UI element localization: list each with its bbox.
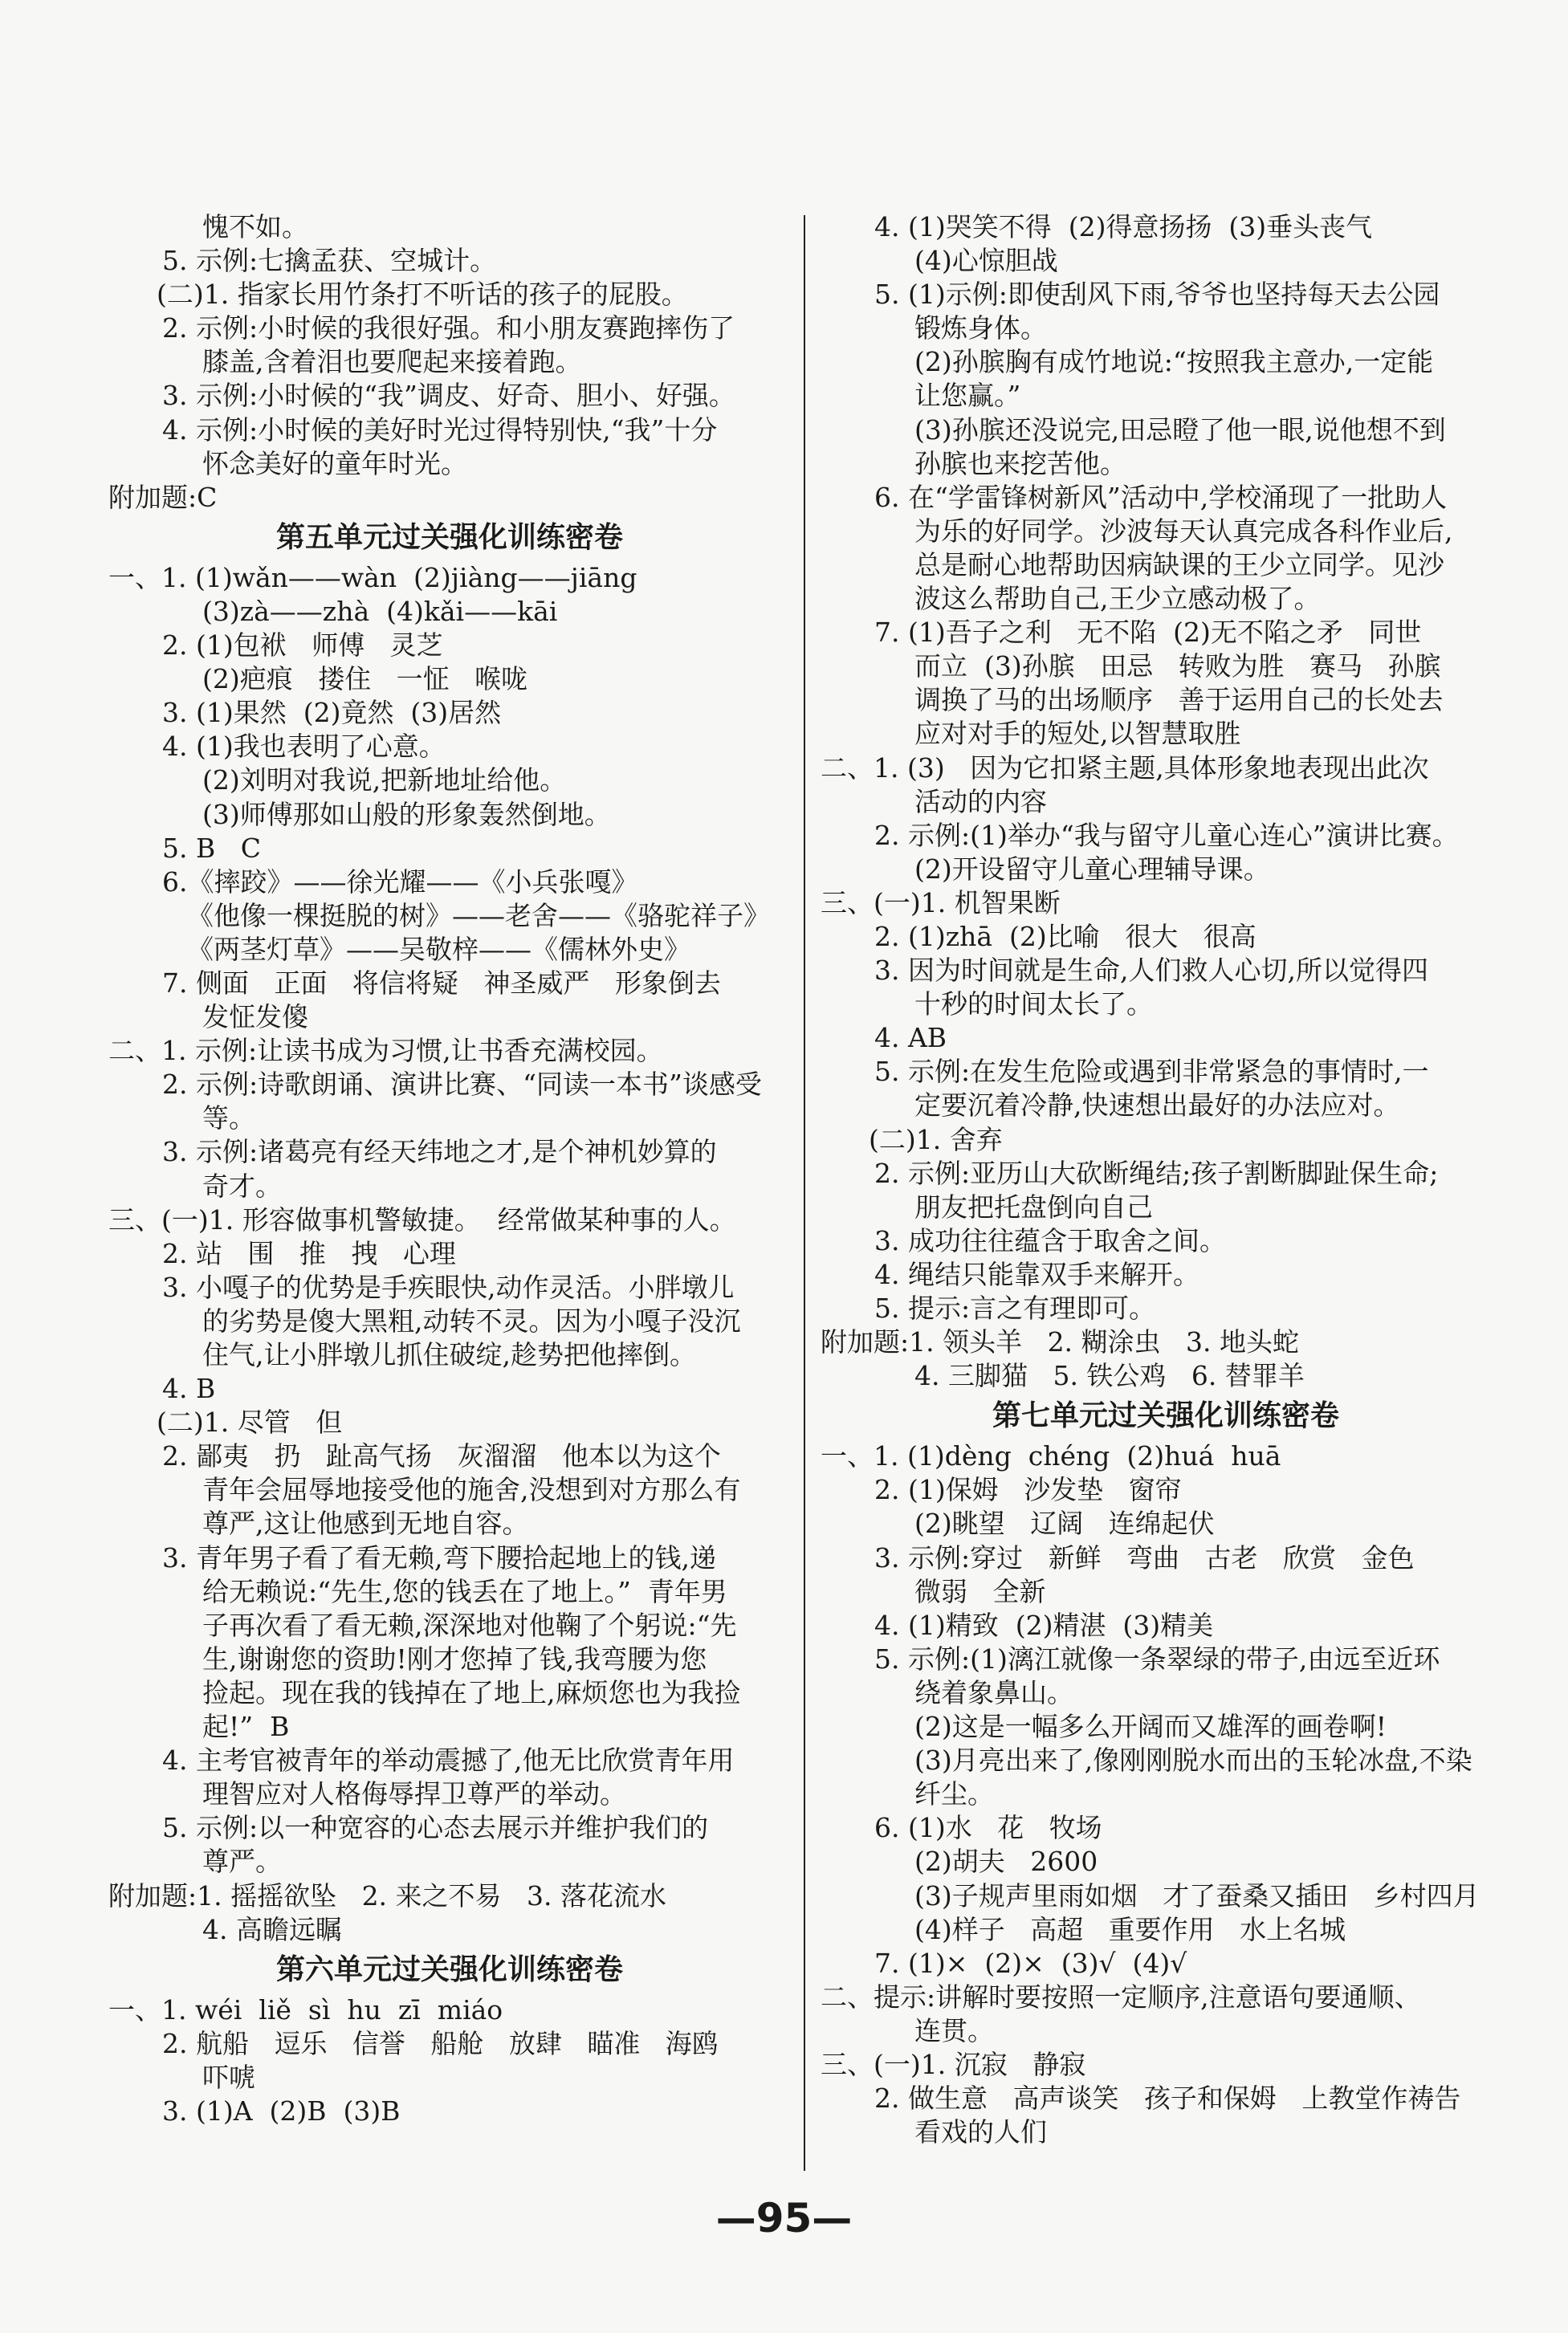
text-line: 二、1. (3) 因为它扣紧主题,具体形象地表现出此次 bbox=[821, 751, 1429, 784]
text-line: 6.《摔跤》——徐光耀——《小兵张嘎》 bbox=[162, 865, 638, 898]
column-divider bbox=[804, 215, 805, 2171]
text-line: 5. 示例:以一种宽容的心态去展示并维护我们的 bbox=[162, 1812, 709, 1844]
text-line: 等。 bbox=[202, 1102, 255, 1134]
text-line: (3)师傅那如山般的形象轰然倒地。 bbox=[202, 798, 611, 830]
text-line: 微弱 全新 bbox=[914, 1575, 1046, 1607]
text-line: 2. 示例:亚历山大砍断绳结;孩子割断脚趾保生命; bbox=[874, 1157, 1439, 1189]
text-line: 膝盖,含着泪也要爬起来接着跑。 bbox=[202, 346, 582, 378]
text-line: 生,谢谢您的资助!刚才您掉了钱,我弯腰为您 bbox=[202, 1643, 707, 1675]
text-line: 的劣势是傻大黑粗,动转不灵。因为小嘎子没沉 bbox=[202, 1305, 741, 1337]
text-line: 愧不如。 bbox=[202, 211, 308, 242]
text-line: 7. (1)吾子之利 无不陷 (2)无不陷之矛 同世 bbox=[874, 617, 1422, 649]
text-line: 2. 示例:小时候的我很好强。和小朋友赛跑摔伤了 bbox=[162, 312, 735, 344]
text-line: 3. 示例:穿过 新鲜 弯曲 古老 欣赏 金色 bbox=[874, 1541, 1415, 1574]
text-line: 5. 示例:(1)漓江就像一条翠绿的带子,由远至近环 bbox=[874, 1643, 1440, 1675]
text-line: 尊严。 bbox=[202, 1846, 282, 1878]
text-line: 为乐的好同学。沙波每天认真完成各科作业后, bbox=[914, 515, 1453, 547]
text-line: 附加题:1. 领头羊 2. 糊涂虫 3. 地头蛇 bbox=[821, 1326, 1299, 1358]
text-line: 7. 侧面 正面 将信将疑 神圣威严 形象倒去 bbox=[162, 967, 721, 999]
text-line: 5. B C bbox=[162, 832, 261, 864]
text-line: 吓唬 bbox=[202, 2061, 255, 2093]
text-line: 4. 绳结只能靠双手来解开。 bbox=[874, 1258, 1199, 1290]
text-line: 3. (1)A (2)B (3)B bbox=[162, 2095, 401, 2127]
text-line: 2. 鄙夷 扔 趾高气扬 灰溜溜 他本以为这个 bbox=[162, 1440, 721, 1472]
text-line: 应对对手的短处,以智慧取胜 bbox=[914, 718, 1241, 750]
text-line: 2. 站 围 推 拽 心理 bbox=[162, 1237, 456, 1269]
section-title: 第六单元过关强化训练密卷 bbox=[275, 1952, 623, 1986]
text-line: (3)月亮出来了,像刚刚脱水而出的玉轮冰盘,不染 bbox=[914, 1745, 1472, 1777]
text-line: 青年会屈辱地接受他的施舍,没想到对方那么有 bbox=[202, 1474, 741, 1506]
text-line: 5. 示例:七擒孟获、空城计。 bbox=[162, 245, 497, 277]
text-line: 三、(一)1. 形容做事机警敏捷。 经常做某种事的人。 bbox=[108, 1203, 736, 1236]
text-line: 4. (1)哭笑不得 (2)得意扬扬 (3)垂头丧气 bbox=[874, 211, 1373, 242]
text-line: 3. 示例:小时候的“我”调皮、好奇、胆小、好强。 bbox=[162, 380, 735, 412]
text-line: 捡起。现在我的钱掉在了地上,麻烦您也为我捡 bbox=[202, 1676, 741, 1708]
text-line: 纤尘。 bbox=[914, 1778, 994, 1810]
text-line: 3. 小嘎子的优势是手疾眼快,动作灵活。小胖墩儿 bbox=[162, 1271, 735, 1303]
text-line: 怀念美好的童年时光。 bbox=[202, 447, 467, 479]
text-line: 3. 示例:诸葛亮有经天纬地之才,是个神机妙算的 bbox=[162, 1136, 717, 1168]
text-line: (2)胡夫 2600 bbox=[914, 1846, 1098, 1878]
page-number: —95— bbox=[715, 2195, 853, 2241]
text-line: 朋友把托盘倒向自己 bbox=[914, 1191, 1153, 1223]
text-line: 波这么帮助自己,王少立感动极了。 bbox=[914, 583, 1321, 615]
text-line: (3)子规声里雨如烟 才了蚕桑又插田 乡村四月 bbox=[914, 1879, 1480, 1912]
text-line: 2. (1)zhā (2)比喻 很大 很高 bbox=[874, 920, 1256, 952]
text-line: 5. (1)示例:即使刮风下雨,爷爷也坚持每天去公园 bbox=[874, 279, 1440, 311]
text-line: (2)眺望 辽阔 连绵起伏 bbox=[914, 1508, 1215, 1540]
text-line: 让您赢。” bbox=[914, 380, 1021, 412]
text-line: 二、提示:讲解时要按照一定顺序,注意语句要通顺、 bbox=[821, 1981, 1421, 2013]
text-line: 5. 示例:在发生危险或遇到非常紧急的事情时,一 bbox=[874, 1056, 1429, 1088]
text-line: 4. AB bbox=[874, 1022, 947, 1054]
text-line: 起!” B bbox=[202, 1711, 290, 1743]
text-line: (3)zà——zhà (4)kǎi——kāi bbox=[202, 595, 558, 627]
text-line: 活动的内容 bbox=[914, 785, 1047, 817]
text-line: 二、1. 示例:让读书成为习惯,让书香充满校园。 bbox=[108, 1035, 663, 1067]
text-line: 发怔发傻 bbox=[202, 1001, 308, 1033]
text-line: (4)样子 高超 重要作用 水上名城 bbox=[914, 1913, 1346, 1945]
text-line: 而立 (3)孙膑 田忌 转败为胜 赛马 孙膑 bbox=[914, 650, 1441, 682]
text-line: 总是耐心地帮助因病缺课的王少立同学。见沙 bbox=[914, 548, 1444, 580]
text-line: 一、1. (1)dèng chéng (2)huá huā bbox=[821, 1440, 1281, 1472]
text-line: 尊严,这让他感到无地自容。 bbox=[202, 1508, 529, 1540]
text-line: 6. 在“学雷锋树新风”活动中,学校涌现了一批助人 bbox=[874, 481, 1448, 513]
text-line: 调换了马的出场顺序 善于运用自己的长处去 bbox=[914, 684, 1444, 716]
text-line: (二)1. 指家长用竹条打不听话的孩子的屁股。 bbox=[157, 279, 688, 311]
section-title: 第五单元过关强化训练密卷 bbox=[275, 520, 623, 554]
text-line: 4. (1)我也表明了心意。 bbox=[162, 731, 446, 763]
text-line: (二)1. 舍弃 bbox=[869, 1123, 1003, 1155]
text-line: (2)刘明对我说,把新地址给他。 bbox=[202, 764, 567, 796]
text-line: 2. (1)保姆 沙发垫 窗帘 bbox=[874, 1474, 1182, 1506]
text-line: 4. 示例:小时候的美好时光过得特别快,“我”十分 bbox=[162, 413, 718, 446]
text-line: 3. 成功往往蕴含于取舍之间。 bbox=[874, 1224, 1226, 1256]
text-line: 连贯。 bbox=[914, 2014, 994, 2046]
text-line: 2. 示例:诗歌朗诵、演讲比赛、“同读一本书”谈感受 bbox=[162, 1069, 762, 1101]
text-line: 4. 高瞻远瞩 bbox=[202, 1913, 342, 1945]
text-line: 十秒的时间太长了。 bbox=[914, 988, 1153, 1020]
text-line: (3)孙膑还没说完,田忌瞪了他一眼,说他想不到 bbox=[914, 413, 1446, 446]
left-column bbox=[108, 210, 791, 2128]
text-line: 理智应对人格侮辱捍卫尊严的举动。 bbox=[202, 1778, 626, 1810]
text-line: 4. (1)精致 (2)精湛 (3)精美 bbox=[874, 1609, 1214, 1641]
text-line: 绕着象鼻山。 bbox=[914, 1676, 1073, 1708]
text-line: 看戏的人们 bbox=[914, 2116, 1047, 2148]
text-line: 定要沉着冷静,快速想出最好的办法应对。 bbox=[914, 1089, 1400, 1122]
text-line: 7. (1)× (2)× (3)√ (4)√ bbox=[874, 1947, 1187, 1979]
text-line: 2. 示例:(1)举办“我与留守儿童心连心”演讲比赛。 bbox=[874, 819, 1459, 851]
text-line: 2. 航船 逗乐 信誉 船舱 放肆 瞄准 海鸥 bbox=[162, 2027, 719, 2059]
text-line: 子再次看了看无赖,深深地对他鞠了个躬说:“先 bbox=[202, 1609, 737, 1641]
text-line: (2)孙膑胸有成竹地说:“按照我主意办,一定能 bbox=[914, 346, 1434, 378]
right-column bbox=[821, 210, 1511, 2149]
text-line: 住气,让小胖墩儿抓住破绽,趁势把他摔倒。 bbox=[202, 1339, 696, 1370]
text-line: 给无赖说:“先生,您的钱丢在了地上。” 青年男 bbox=[202, 1575, 727, 1607]
text-line: 三、(一)1. 沉寂 静寂 bbox=[821, 2048, 1086, 2080]
section-title: 第七单元过关强化训练密卷 bbox=[992, 1399, 1339, 1433]
text-line: 锻炼身体。 bbox=[914, 312, 1047, 344]
text-line: 4. 三脚猫 5. 铁公鸡 6. 替罪羊 bbox=[914, 1360, 1305, 1392]
text-line: 《两茎灯草》——吴敬梓——《儒林外史》 bbox=[187, 933, 690, 965]
text-line: 孙膑也来挖苦他。 bbox=[914, 447, 1126, 479]
text-line: 三、(一)1. 机智果断 bbox=[821, 886, 1061, 918]
text-line: 5. 提示:言之有理即可。 bbox=[874, 1293, 1156, 1324]
text-line: 6. (1)水 花 牧场 bbox=[874, 1812, 1102, 1844]
text-line: (2)疤痕 搂住 一怔 喉咙 bbox=[202, 663, 528, 695]
text-line: 一、1. (1)wǎn——wàn (2)jiàng——jiāng bbox=[108, 561, 637, 593]
text-line: 4. 主考官被青年的举动震撼了,他无比欣赏青年用 bbox=[162, 1745, 735, 1777]
text-line: (2)开设留守儿童心理辅导课。 bbox=[914, 853, 1270, 885]
text-line: (4)心惊胆战 bbox=[914, 245, 1058, 277]
text-line: 4. B bbox=[162, 1373, 216, 1405]
text-line: 奇才。 bbox=[202, 1170, 282, 1202]
text-line: 附加题:1. 摇摇欲坠 2. 来之不易 3. 落花流水 bbox=[108, 1879, 666, 1912]
text-line: 2. (1)包袱 师傅 灵芝 bbox=[162, 629, 443, 662]
text-line: 《他像一棵挺脱的树》——老舍——《骆驼祥子》 bbox=[187, 899, 770, 931]
text-line: 附加题:C bbox=[108, 481, 218, 513]
text-line: (二)1. 尽管 但 bbox=[157, 1407, 343, 1439]
text-line: 3. (1)果然 (2)竟然 (3)居然 bbox=[162, 697, 502, 729]
text-line: 一、1. wéi liě sì hu zī miáo bbox=[108, 1993, 503, 2026]
text-line: 3. 青年男子看了看无赖,弯下腰拾起地上的钱,递 bbox=[162, 1541, 716, 1574]
text-line: 2. 做生意 高声谈笑 孩子和保姆 上教堂作祷告 bbox=[874, 2083, 1461, 2115]
text-line: 3. 因为时间就是生命,人们救人心切,所以觉得四 bbox=[874, 955, 1428, 987]
text-line: (2)这是一幅多么开阔而又雄浑的画卷啊! bbox=[914, 1711, 1387, 1743]
